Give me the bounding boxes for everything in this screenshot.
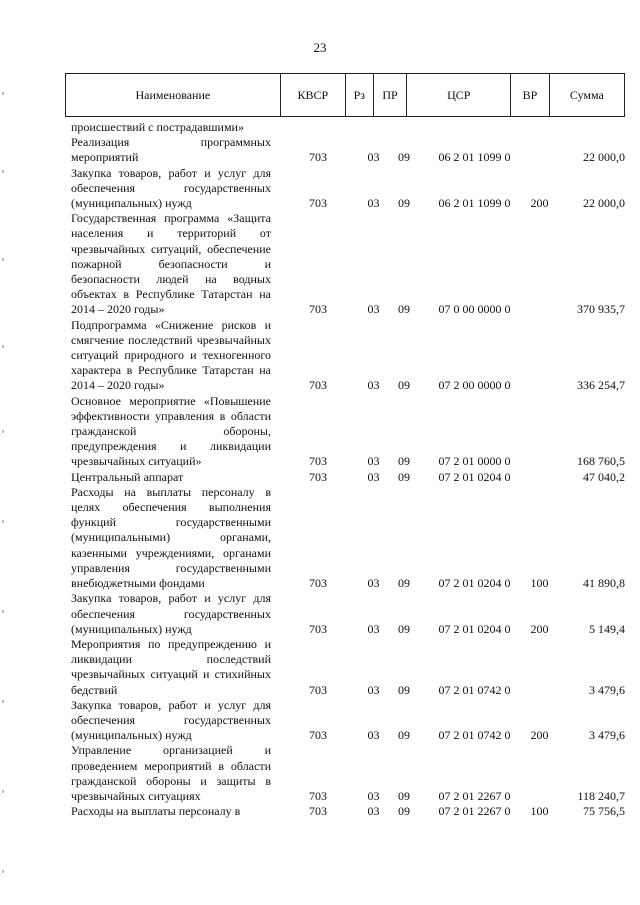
- row-rz: 03: [367, 454, 380, 469]
- table-header: [65, 73, 625, 117]
- row-kvsr: 703: [309, 788, 327, 803]
- row-name: Реализация программных мероприятий: [71, 135, 271, 165]
- row-rz: 03: [367, 728, 380, 743]
- row-pr: 09: [398, 576, 410, 591]
- header-rz: Рз: [346, 74, 374, 116]
- row-csr: 07 0 00 0000 0: [438, 302, 511, 317]
- header-kvsr: КВСР: [281, 74, 346, 116]
- row-name: Центральный аппарат: [71, 469, 184, 484]
- row-name: Государственная программа «Защита населения и территорий от чрезвычайных ситуаций, обеспечение пожарной безопасности и безопасности людей на водных объектах в Республике Татарстан на 2014 – 2020 годы»: [71, 211, 271, 317]
- row-sum: 3 479,6: [589, 728, 625, 743]
- row-vr: 200: [530, 621, 549, 636]
- row-name: Мероприятия по предупреждению и ликвидации последствий чрезвычайных ситуаций и стихийных бедствий: [71, 636, 271, 697]
- row-sum: 336 254,7: [577, 378, 625, 393]
- row-name: происшествий с пострадавшими»: [71, 120, 244, 134]
- row-pr: 09: [398, 728, 410, 743]
- row-rz: 03: [367, 469, 380, 484]
- row-sum: 3 479,6: [589, 682, 625, 697]
- row-kvsr: 703: [309, 576, 327, 591]
- row-name: Подпрограмма «Снижение рисков и смягчение последствий чрезвычайных ситуаций природного и техногенного характера в Республике Татарстан на 2014 – 2020 годы»: [71, 317, 271, 393]
- row-rz: 03: [367, 196, 380, 211]
- header-vr: ВР: [511, 74, 550, 116]
- table-row: [65, 470, 625, 485]
- table-row: [65, 743, 625, 804]
- row-csr: 07 2 01 0742 0: [438, 682, 511, 697]
- row-rz: 03: [367, 788, 380, 803]
- row-sum: 370 935,7: [577, 302, 625, 317]
- table-row: [65, 166, 625, 212]
- row-kvsr: 703: [309, 682, 327, 697]
- row-name: Закупка товаров, работ и услуг для обеспечения государственных (муниципальных) нужд: [71, 591, 271, 636]
- row-name: Закупка товаров, работ и услуг для обеспечения государственных (муниципальных) нужд: [71, 697, 271, 743]
- row-name: Основное мероприятие «Повышение эффективности управления в области гражданской обороны, предупреждения и ликвидации чрезвычайных ситуаций»: [71, 393, 271, 469]
- header-pr: ПР: [374, 74, 408, 116]
- table-row: [65, 211, 625, 317]
- row-sum: 5 149,4: [589, 621, 625, 636]
- row-pr: 09: [398, 469, 410, 484]
- row-csr: 07 2 01 0204 0: [438, 576, 511, 591]
- row-rz: 03: [367, 302, 380, 317]
- row-kvsr: 703: [309, 378, 327, 393]
- table-row: [65, 804, 625, 819]
- table-body: [65, 120, 625, 819]
- row-sum: 75 756,5: [583, 804, 625, 819]
- row-rz: 03: [367, 804, 380, 819]
- row-pr: 09: [398, 302, 410, 317]
- row-pr: 09: [398, 788, 410, 803]
- table-row: [65, 318, 625, 394]
- row-csr: 07 2 01 0204 0: [438, 469, 511, 484]
- row-kvsr: 703: [309, 150, 327, 165]
- row-kvsr: 703: [309, 454, 327, 469]
- row-csr: 07 2 01 2267 0: [438, 788, 511, 803]
- row-vr: 100: [530, 576, 549, 591]
- row-sum: 22 000,0: [583, 196, 625, 211]
- row-rz: 03: [367, 378, 380, 393]
- row-kvsr: 703: [309, 621, 327, 636]
- row-rz: 03: [367, 682, 380, 697]
- table-row: [65, 394, 625, 470]
- row-name: Расходы на выплаты персоналу в: [71, 804, 241, 819]
- row-csr: 07 2 01 0000 0: [438, 454, 511, 469]
- row-rz: 03: [367, 621, 380, 636]
- table-row: [65, 135, 625, 165]
- row-kvsr: 703: [309, 196, 327, 211]
- row-pr: 09: [398, 454, 410, 469]
- row-kvsr: 703: [309, 804, 327, 819]
- row-sum: 22 000,0: [583, 150, 625, 165]
- header-sum: Сумма: [569, 87, 604, 102]
- row-name: Закупка товаров, работ и услуг для обеспечения государственных (муниципальных) нужд: [71, 165, 271, 211]
- row-pr: 09: [398, 621, 410, 636]
- row-name: Расходы на выплаты персоналу в целях обеспечения выполнения функций государственными (муниципальными) органами, казенными учреждениями, органами управления государственными внебюджетными фондами: [71, 484, 271, 591]
- row-vr: 200: [530, 728, 549, 743]
- row-csr: 06 2 01 1099 0: [438, 196, 511, 211]
- row-rz: 03: [367, 576, 380, 591]
- row-csr: 07 2 01 0742 0: [438, 728, 511, 743]
- row-kvsr: 703: [309, 302, 327, 317]
- row-csr: 07 2 01 0204 0: [438, 621, 511, 636]
- table-row: [65, 120, 625, 135]
- table-row: [65, 485, 625, 591]
- row-csr: 07 2 01 2267 0: [438, 804, 511, 819]
- row-sum: 168 760,5: [577, 454, 625, 469]
- header-csr: ЦСР: [407, 74, 511, 116]
- table-row: [65, 637, 625, 698]
- scan-edge-marks: [0, 0, 8, 905]
- row-pr: 09: [398, 196, 410, 211]
- row-sum: 47 040,2: [583, 469, 625, 484]
- table-row: [65, 591, 625, 637]
- row-pr: 09: [398, 150, 410, 165]
- row-kvsr: 703: [309, 469, 327, 484]
- row-vr: 200: [530, 196, 549, 211]
- page-number: 23: [313, 40, 327, 55]
- row-pr: 09: [398, 804, 410, 819]
- row-sum: 118 240,7: [577, 788, 625, 803]
- table-row: [65, 698, 625, 744]
- header-name: Наименование: [66, 74, 281, 116]
- row-csr: 06 2 01 1099 0: [438, 150, 511, 165]
- row-rz: 03: [367, 150, 380, 165]
- row-pr: 09: [398, 378, 410, 393]
- row-name: Управление организацией и проведением мероприятий в области гражданской обороны и защиты в чрезвычайных ситуациях: [71, 743, 271, 803]
- row-kvsr: 703: [309, 728, 327, 743]
- row-csr: 07 2 00 0000 0: [438, 378, 511, 393]
- row-vr: 100: [530, 804, 549, 819]
- row-sum: 41 890,8: [583, 576, 625, 591]
- row-pr: 09: [398, 682, 410, 697]
